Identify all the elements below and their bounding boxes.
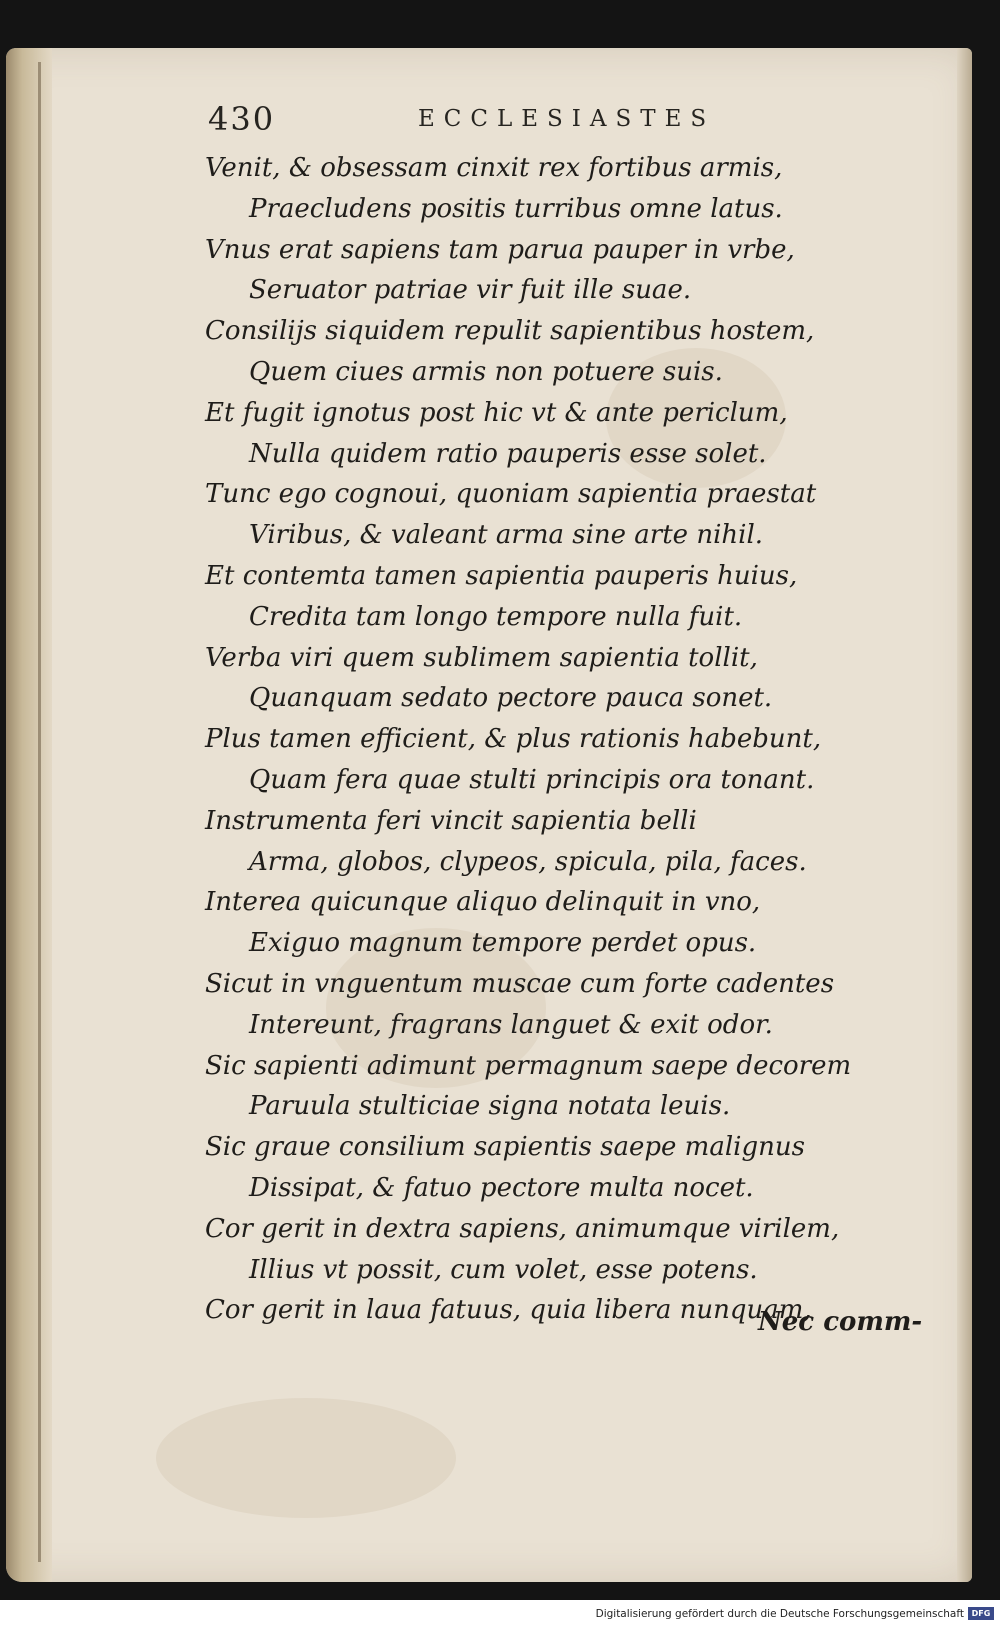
catchword: Nec comm- [758, 1307, 923, 1337]
paper-stain [156, 1398, 456, 1518]
verse-line: Verba viri quem sublimem sapientia tollit, [205, 642, 758, 673]
verse-line: Sic sapienti adimunt permagnum saepe decorem [205, 1050, 852, 1081]
verse-line: Nulla quidem ratio pauperis esse solet. [249, 438, 767, 469]
verse-line: Venit, & obsessam cinxit rex fortibus armis, [205, 153, 783, 183]
verse-line: Dissipat, & fatuo pectore multa nocet. [249, 1172, 754, 1203]
verse-line: Paruula stulticiae signa notata leuis. [249, 1091, 731, 1122]
dfg-logo-icon: DFG [968, 1607, 994, 1620]
verse-line: Praecludens positis turribus omne latus. [249, 193, 783, 224]
running-head [208, 100, 768, 146]
page-number: 430 [208, 100, 276, 138]
verse-line: Arma, globos, clypeos, spicula, pila, faces. [249, 846, 807, 877]
verse-line: Quem ciues armis non potuere suis. [249, 356, 723, 387]
verse-line: Et contemta tamen sapientia pauperis huius, [205, 560, 798, 591]
verse-line: Sic graue consilium sapientis saepe malignus [205, 1132, 805, 1163]
verse-line: Illius vt possit, cum volet, esse potens. [249, 1254, 758, 1285]
gutter-line [38, 62, 41, 1562]
verse-line: Exiguo magnum tempore perdet opus. [249, 928, 757, 959]
book-spine-shadow [6, 48, 52, 1582]
funding-credit: Digitalisierung gefördert durch die Deutsche Forschungsgemeinschaft [595, 1608, 964, 1620]
verse-line: Consilijs siquidem repulit sapientibus hostem, [205, 316, 815, 347]
verse-line: Vnus erat sapiens tam parua pauper in vrbe, [205, 234, 795, 265]
verse-line: Sicut in vnguentum muscae cum forte cadentes [205, 968, 835, 999]
verse-text [205, 148, 925, 1331]
verse-line: Plus tamen efficient, & plus rationis habebunt, [205, 724, 822, 755]
verse-line: Credita tam longo tempore nulla fuit. [249, 601, 743, 632]
verse-line: Seruator patriae vir fuit ille suae. [249, 275, 692, 306]
verse-line: Viribus, & valeant arma sine arte nihil. [249, 520, 764, 551]
verse-line: Cor gerit in laua fatuus, quia libera nunquam, [205, 1295, 812, 1326]
verse-line: Quam fera quae stulti principis ora tonant. [249, 764, 815, 795]
running-title: ECCLESIASTES [418, 106, 716, 132]
verse-line: Quanquam sedato pectore pauca sonet. [249, 683, 773, 714]
verse-line: Tunc ego cognoui, quoniam sapientia praestat [205, 479, 817, 510]
verse-line: Instrumenta feri vincit sapientia belli [205, 805, 697, 836]
verse-line: Intereunt, fragrans languet & exit odor. [249, 1009, 773, 1040]
verse-line: Et fugit ignotus post hic vt & ante periclum, [205, 397, 788, 428]
digitization-footer [0, 1600, 1000, 1629]
verse-line: Interea quicunque aliquo delinquit in vno, [205, 887, 761, 918]
verse-line: Cor gerit in dextra sapiens, animumque virilem, [205, 1213, 840, 1244]
page-edge [957, 48, 972, 1582]
